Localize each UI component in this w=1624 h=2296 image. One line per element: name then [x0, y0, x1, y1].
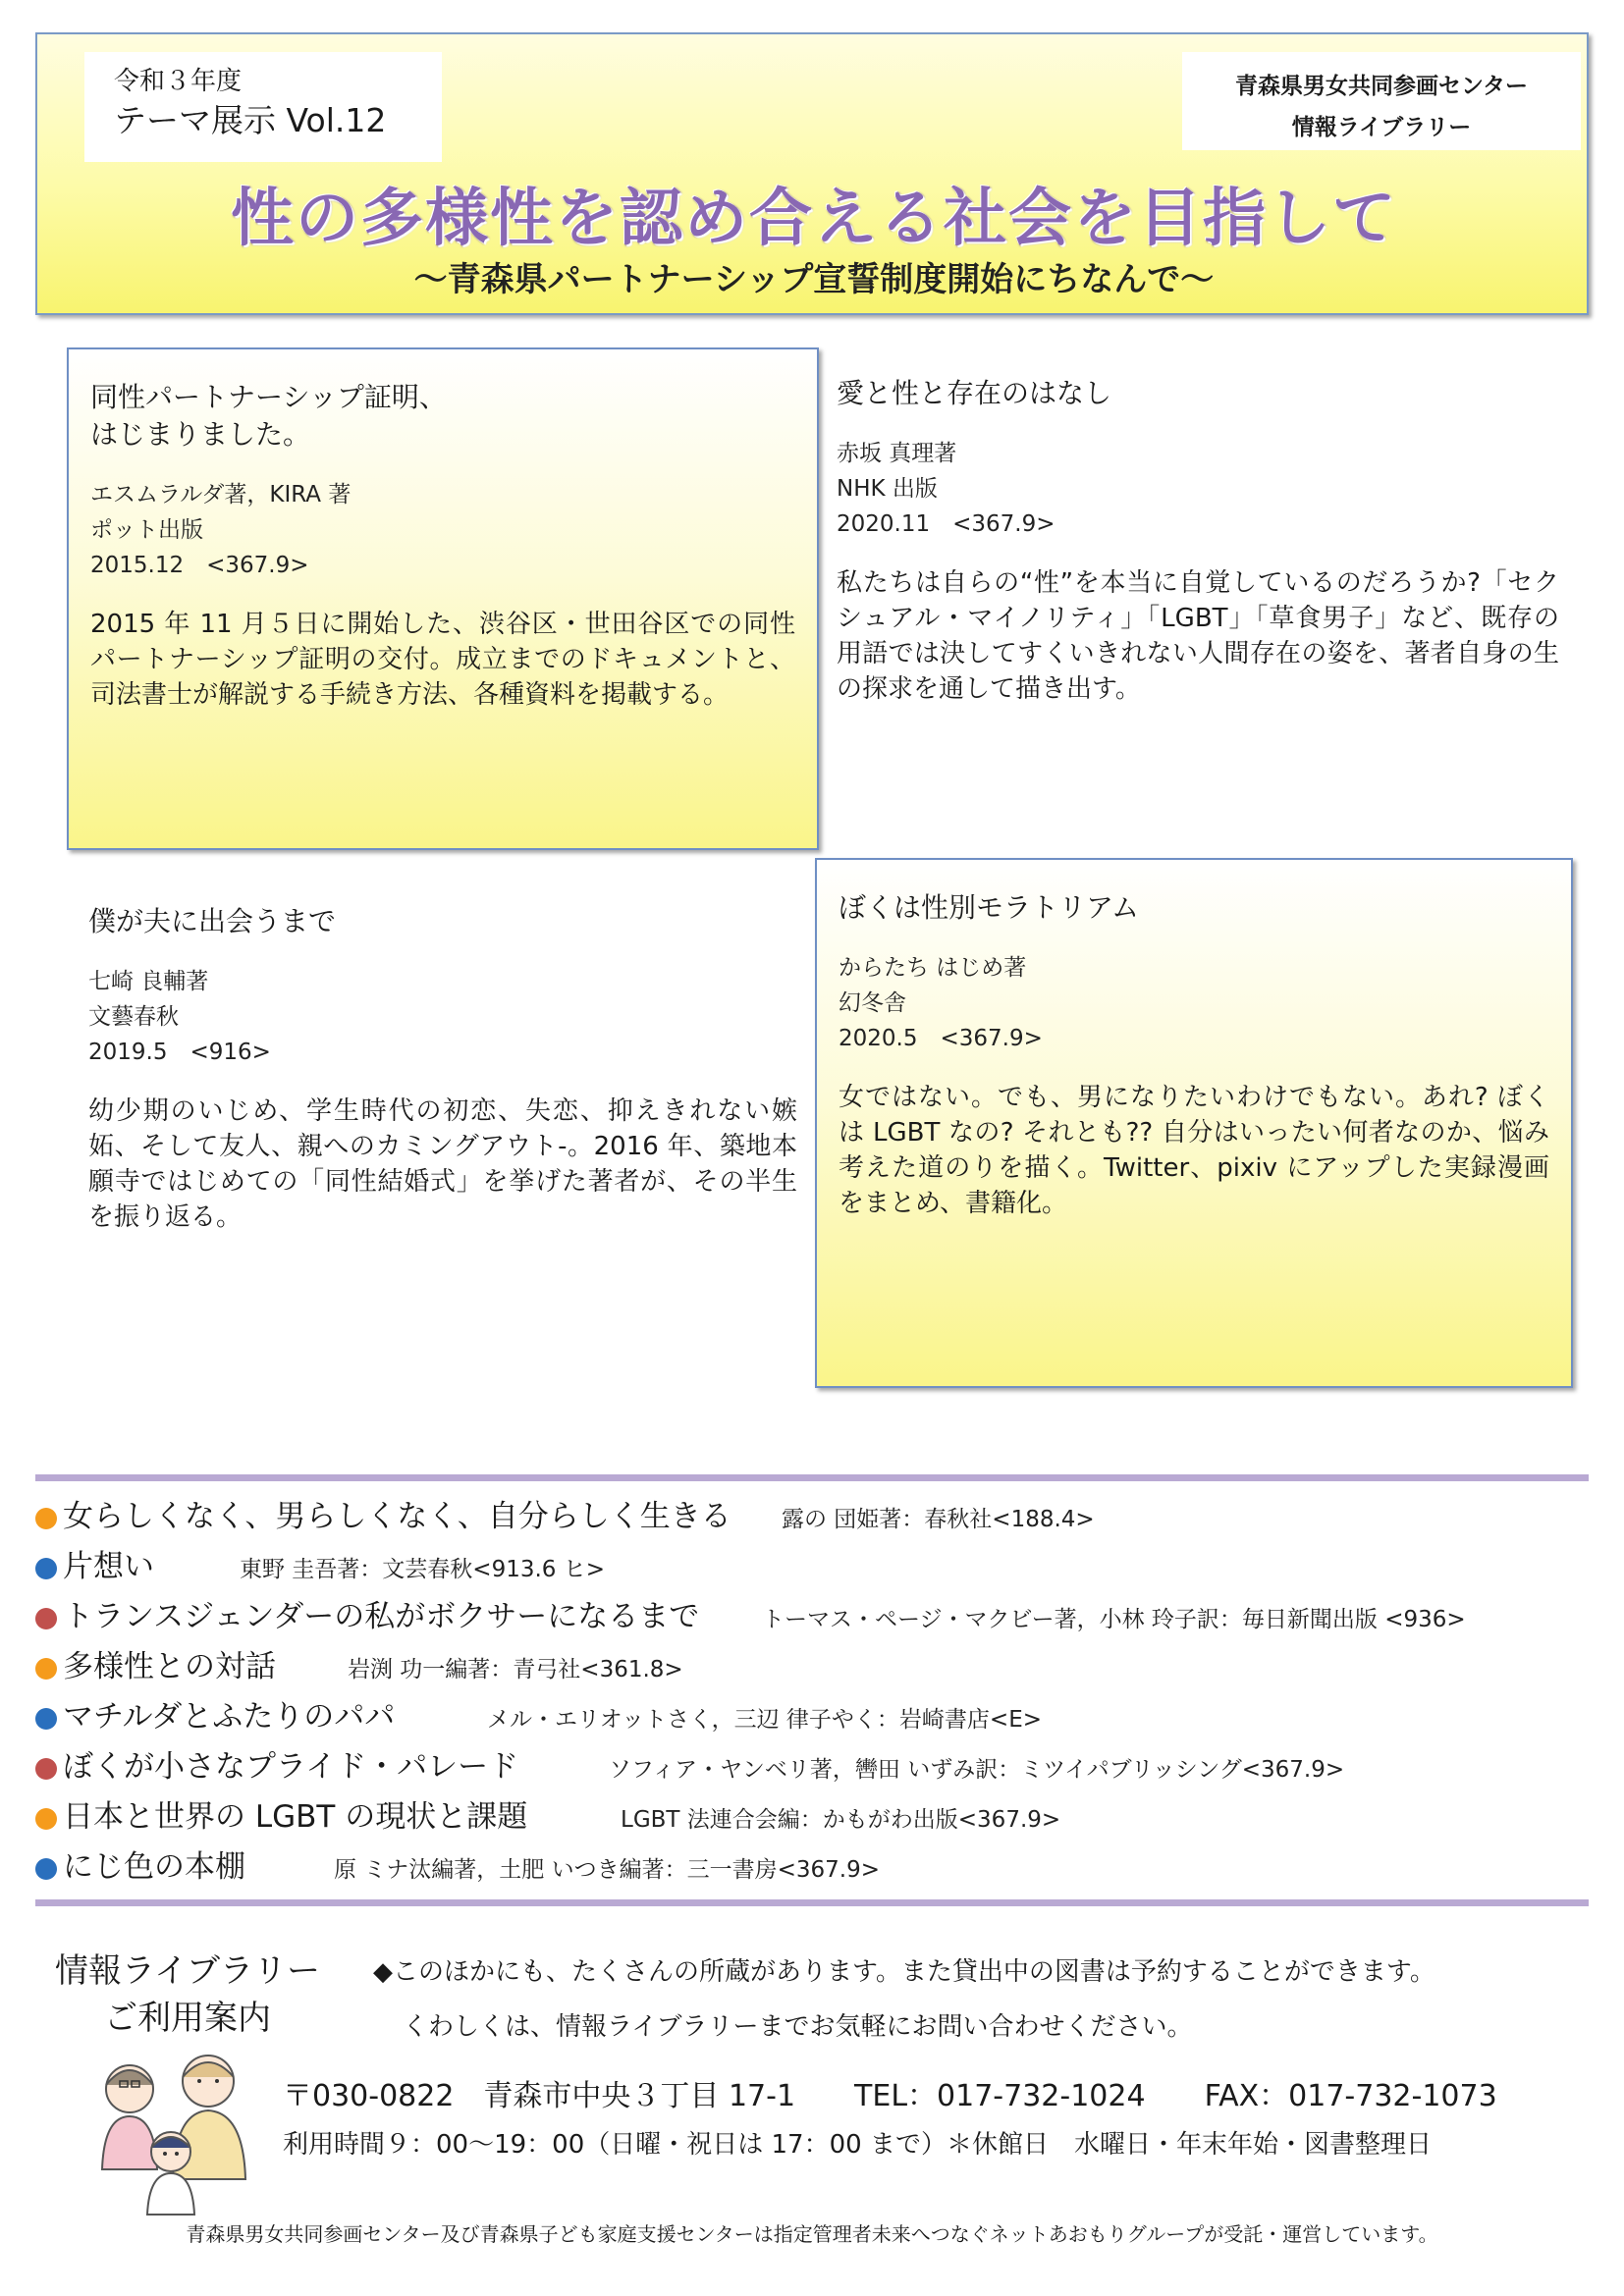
- exhibit-volume: テーマ展示 Vol.12: [114, 101, 387, 139]
- collection-notice: ◆このほかにも、たくさんの所蔵があります。また貸出中の図書は予約することができます。: [373, 1957, 1435, 1987]
- list-item-title: 片想い: [63, 1549, 154, 1584]
- header-banner: [35, 32, 1589, 315]
- page-title: 性の多様性を認め合える社会を目指して: [231, 183, 1397, 255]
- list-item-info: メル・エリオットさく，三辺 律子やく：岩崎書店<E>: [487, 1707, 1043, 1733]
- bullet-dot: [35, 1658, 57, 1680]
- exhibit-label-box: [84, 52, 442, 162]
- bullet-dot: [35, 1558, 57, 1579]
- book-publisher: 文藝春秋: [88, 1004, 179, 1030]
- book-description: 2015 年 11 月５日に開始した、渋谷区・世田谷区での同性パートナーシップ証明の交付。成立までのドキュメントと、司法書士が解説する手続き方法、各種資料を掲載する。: [90, 610, 795, 710]
- organization-name: 青森県男女共同参画センター: [1234, 74, 1529, 99]
- list-item-info: 岩渕 功一編著：青弓社<361.8>: [348, 1657, 683, 1682]
- book-title: 僕が夫に出会うまで: [88, 905, 337, 937]
- book-date-class: 2015.12 <367.9>: [90, 553, 309, 578]
- book-title-line2: はじまりました。: [90, 418, 311, 451]
- list-item-title: マチルダとふたりのパパ: [63, 1699, 396, 1735]
- book-author: 七崎 良輔著: [88, 969, 209, 994]
- opening-hours-line: 利用時間９：00～19：00（日曜・祝日は 17：00 まで）＊休館日 水曜日・年末年始・図書整理日: [283, 2130, 1432, 2160]
- library-guide-line1: 情報ライブラリー: [55, 1951, 320, 1991]
- divider: [35, 1899, 1589, 1906]
- contact-notice: くわしくは、情報ライブラリーまでお気軽にお問い合わせください。: [403, 2012, 1193, 2042]
- book-title: 愛と性と存在のはなし: [837, 377, 1112, 409]
- book-card-4: [815, 858, 1573, 1388]
- book-title: ぼくは性別モラトリアム: [839, 891, 1140, 924]
- family-illustration: [90, 2052, 267, 2216]
- bullet-dot: [35, 1858, 57, 1880]
- book-author: 赤坂 真理著: [837, 441, 957, 466]
- divider: [35, 1474, 1589, 1481]
- book-description: 幼少期のいじめ、学生時代の初恋、失恋、抑えきれない嫉妬、そして友人、親へのカミングアウト-。2016 年、築地本願寺ではじめての「同性結婚式」を挙げた著者が、その半生を振り返る。: [88, 1096, 797, 1232]
- list-item-title: にじ色の本棚: [63, 1849, 245, 1885]
- library-name: 情報ライブラリー: [1291, 115, 1472, 140]
- book-card-2: [815, 347, 1581, 809]
- book-title: [90, 379, 795, 454]
- list-item-info: ソフィア・ヤンベリ著，轡田 いずみ訳：ミツイパブリッシング<367.9>: [609, 1757, 1345, 1783]
- list-item-title: 多様性との対話: [63, 1649, 276, 1684]
- list-item-info: 露の 団姫著：春秋社<188.4>: [782, 1507, 1095, 1532]
- book-card-3: [67, 874, 819, 1296]
- bullet-dot: [35, 1758, 57, 1780]
- list-item-title: 日本と世界の LGBT の現状と課題: [63, 1799, 528, 1835]
- book-date-class: 2020.11 <367.9>: [837, 511, 1056, 537]
- list-item-info: トーマス・ページ・マクビー著，小林 玲子訳：毎日新聞出版 <936>: [762, 1607, 1466, 1632]
- book-card-1: [67, 347, 819, 850]
- list-item-title: 女らしくなく、男らしくなく、自分らしく生きる: [63, 1499, 731, 1534]
- library-guide-line2: ご利用案内: [103, 1999, 271, 2038]
- list-item-info: 原 ミナ汰編著，土肥 いつき編著：三一書房<367.9>: [334, 1857, 881, 1883]
- list-item-title: トランスジェンダーの私がボクサーになるまで: [63, 1599, 700, 1634]
- bullet-dot: [35, 1708, 57, 1730]
- fiscal-year: 令和３年度: [114, 67, 243, 96]
- bullet-dot: [35, 1808, 57, 1830]
- list-item-info: 東野 圭吾著：文芸春秋<913.6 ヒ>: [240, 1557, 606, 1582]
- address-contact-line: 〒030-0822 青森市中央３丁目 17-1 TEL：017-732-1024 FAX：017-732-1073: [283, 2079, 1497, 2113]
- bullet-dot: [35, 1608, 57, 1629]
- book-publisher: ポット出版: [90, 517, 203, 543]
- book-publisher: 幻冬舎: [839, 990, 906, 1016]
- book-date-class: 2020.5 <367.9>: [839, 1026, 1043, 1051]
- library-guide-heading: [55, 1948, 320, 2042]
- page-subtitle: ～青森県パートナーシップ宣誓制度開始にちなんで～: [413, 260, 1215, 299]
- book-publisher: NHK 出版: [837, 476, 938, 502]
- book-description: 女ではない。でも、男になりたいわけでもない。あれ? ぼくは LGBT なの? それとも?? 自分はいったい何者なのか、悩み考えた道のりを描く。Twitter、pixiv にアップした実録漫画をまとめ、書籍化。: [839, 1083, 1549, 1218]
- management-note: 青森県男女共同参画センター及び青森県子ども家庭支援センターは指定管理者未来へつなぐネットあおもりグループが受託・運営しています。: [186, 2222, 1438, 2246]
- book-author: からたち はじめ著: [839, 955, 1027, 981]
- list-item-title: ぼくが小さなプライド・パレード: [63, 1749, 519, 1785]
- list-item-info: LGBT 法連合会編：かもがわ出版<367.9>: [621, 1807, 1061, 1833]
- book-title-line1: 同性パートナーシップ証明、: [90, 381, 447, 413]
- organization-box: [1182, 52, 1581, 150]
- book-description: 私たちは自らの“性”を本当に自覚しているのだろうか?「セクシュアル・マイノリティ」「LGBT」「草食男子」など、既存の用語では決してすくいきれない人間存在の姿を、著者自身の生の探求を通して描き出す。: [837, 568, 1559, 704]
- bullet-dot: [35, 1508, 57, 1529]
- book-date-class: 2019.5 <916>: [88, 1040, 271, 1065]
- book-author: エスムラルダ著，KIRA 著: [90, 482, 352, 507]
